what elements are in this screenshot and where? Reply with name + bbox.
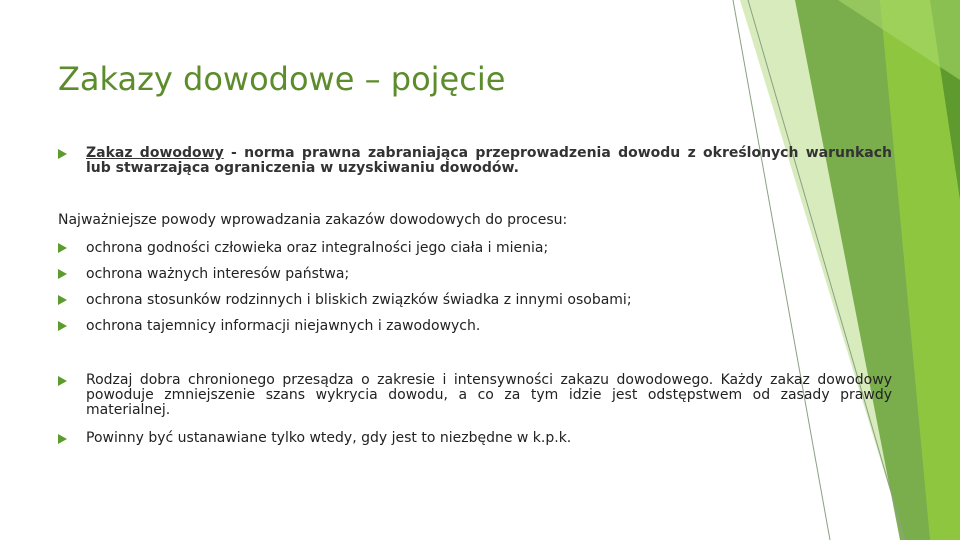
note-item: Powinny być ustanawiane tylko wtedy, gdy jest to niezbędne w k.p.k. xyxy=(86,430,572,446)
intro-text: Najważniejsze powody wprowadzania zakazów dowodowych do procesu: xyxy=(58,212,568,228)
definition-text xyxy=(86,146,892,176)
reason-item: ochrona stosunków rodzinnych i bliskich związków świadka z innymi osobami; xyxy=(86,292,632,308)
definition-term: Zakaz dowodowy xyxy=(86,145,224,161)
bullet-icon xyxy=(58,376,67,386)
bullet-icon xyxy=(58,434,67,444)
bullet-icon xyxy=(58,321,67,331)
definition-body: - norma prawna zabraniająca przeprowadzenia dowodu z określonych warunkach lub stwarzająca ograniczenia w uzyskiwaniu dowodów. xyxy=(86,145,892,176)
bullet-icon xyxy=(58,269,67,279)
slide-title: Zakazy dowodowe – pojęcie xyxy=(58,60,506,98)
bullet-icon xyxy=(58,295,67,305)
reason-item: ochrona godności człowieka oraz integralności jego ciała i mienia; xyxy=(86,240,549,256)
reason-item: ochrona tajemnicy informacji niejawnych i zawodowych. xyxy=(86,318,481,334)
note-item: Rodzaj dobra chronionego przesądza o zakresie i intensywności zakazu dowodowego. Każdy zakaz dowodowy powoduje zmniejszenie szans wykrycia dowodu, a co za tym idzie jest odstępstwem od zasady prawdy materialnej. xyxy=(86,372,892,418)
bullet-icon xyxy=(58,243,67,253)
reason-item: ochrona ważnych interesów państwa; xyxy=(86,266,350,282)
bullet-icon xyxy=(58,149,67,159)
